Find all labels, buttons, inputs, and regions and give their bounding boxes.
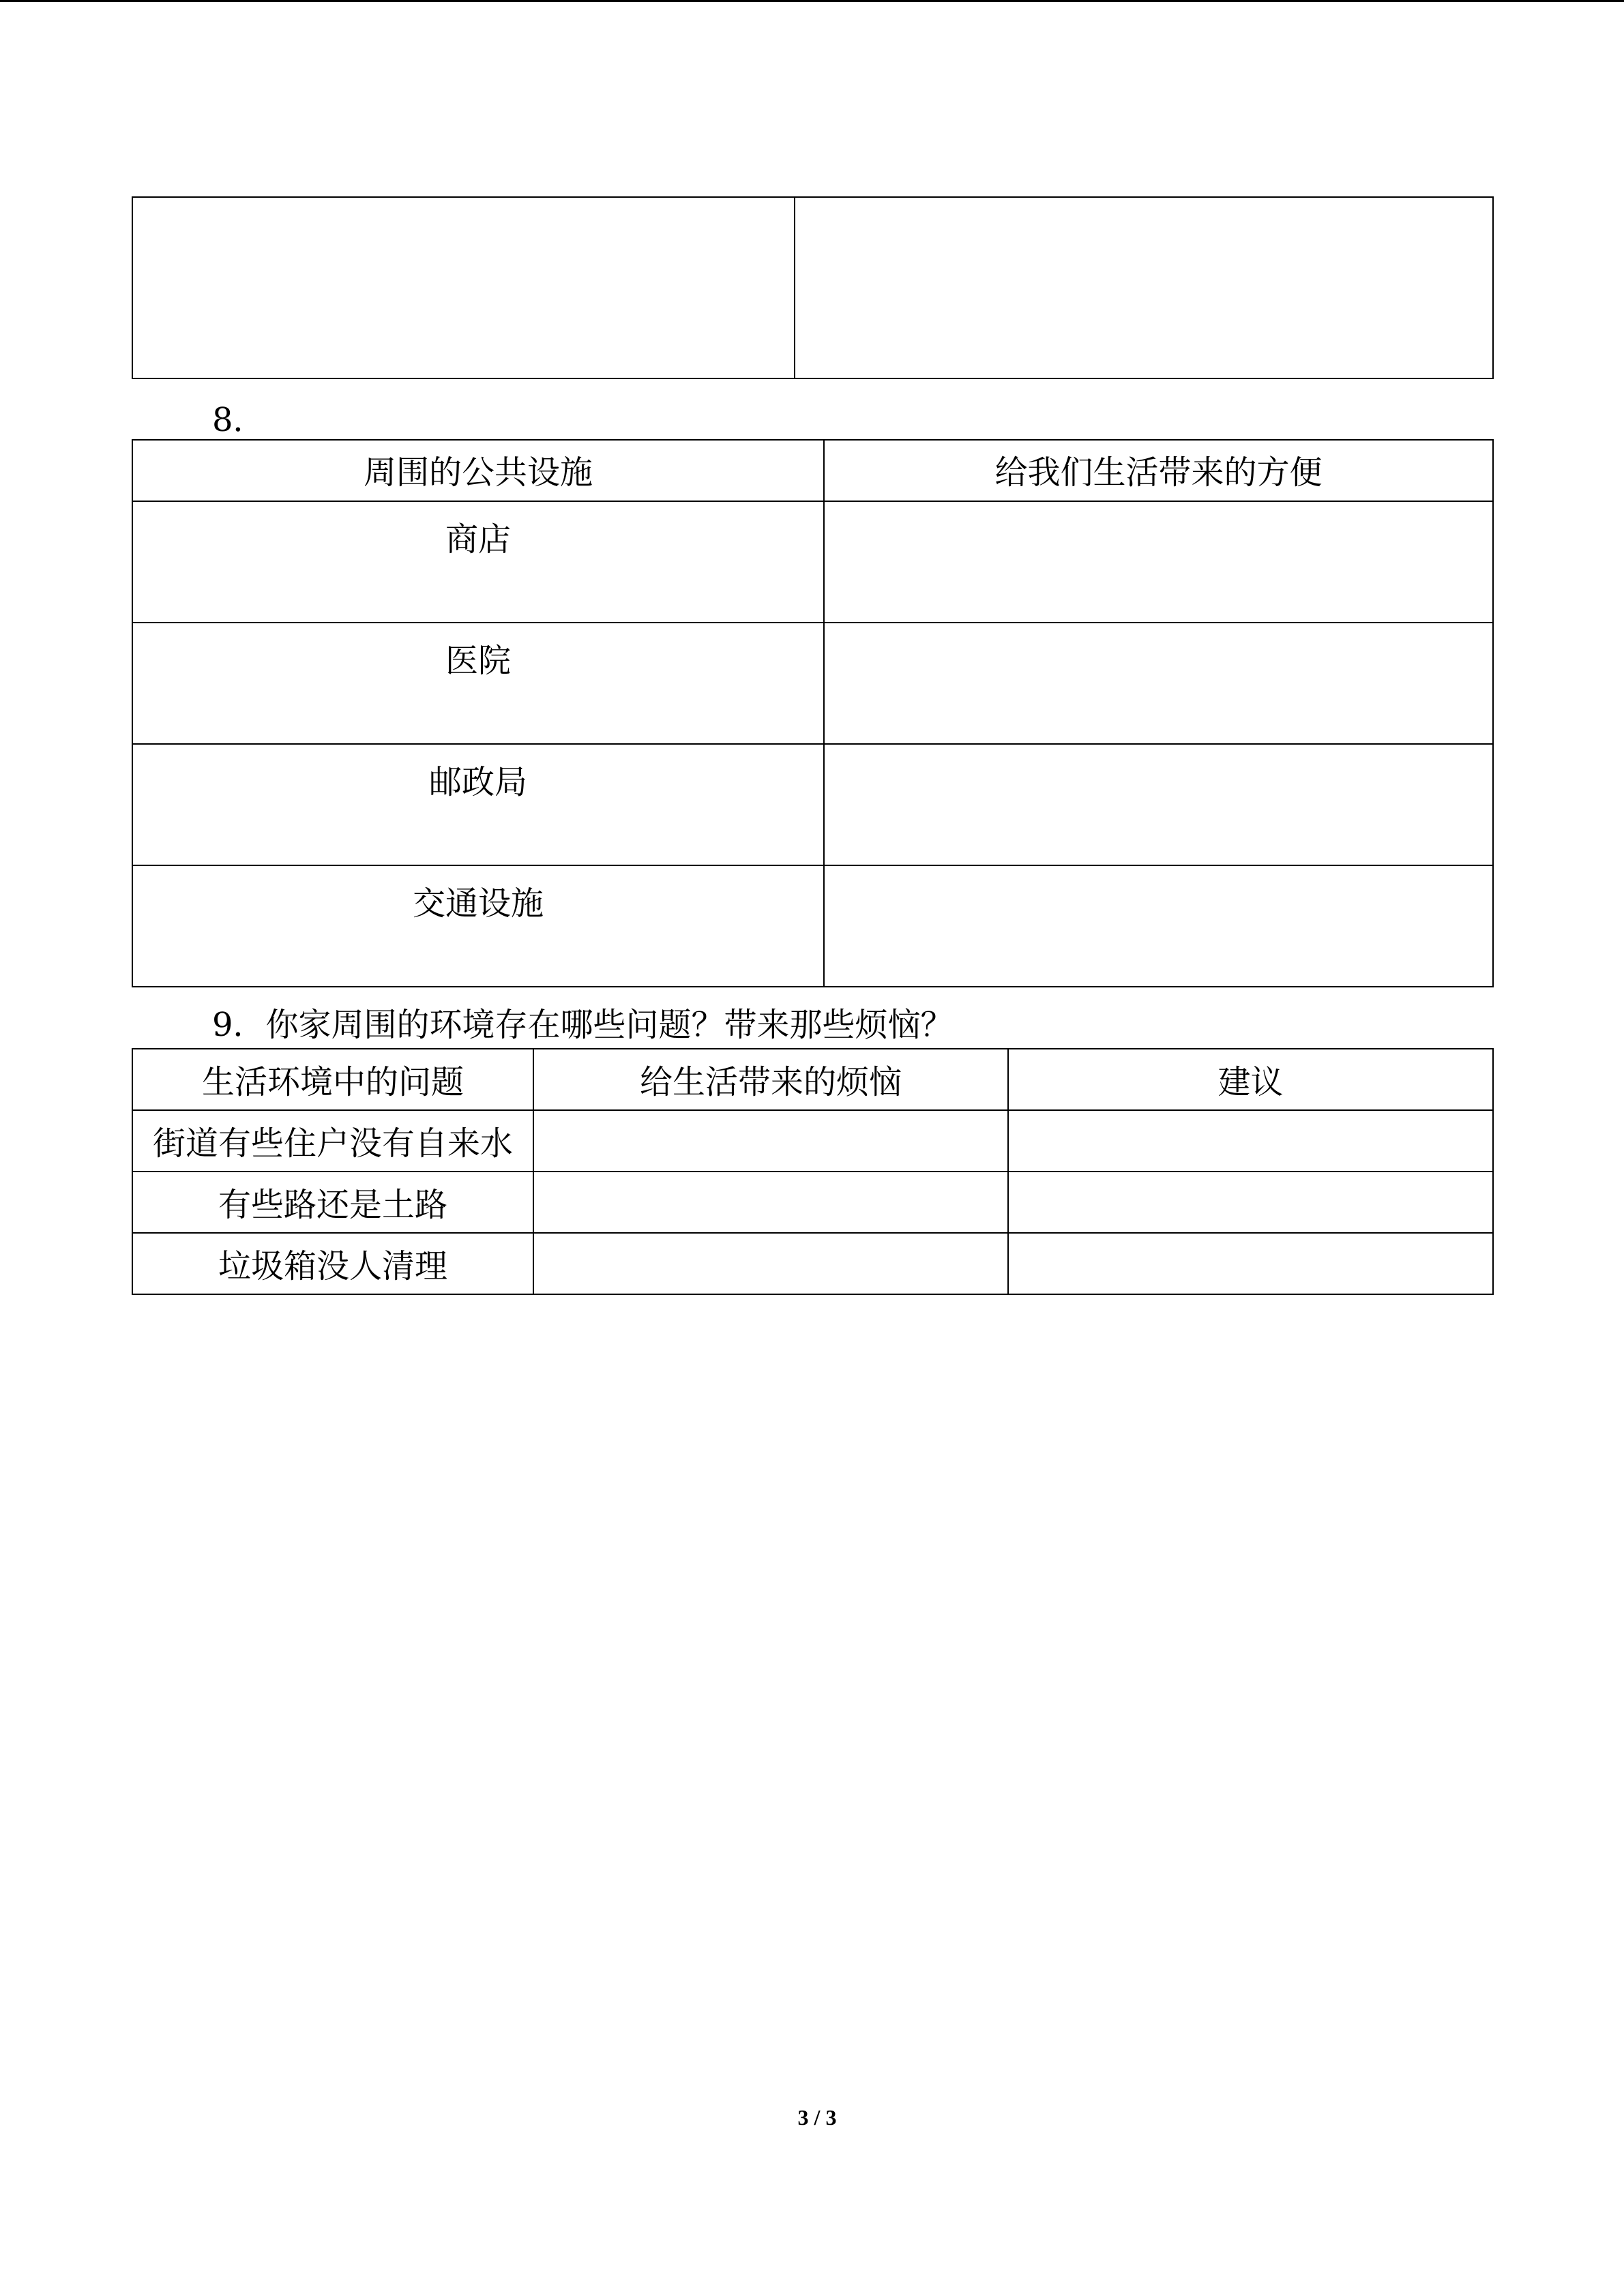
problem-cell: 街道有些住户没有自来水 [132, 1110, 533, 1172]
column-header-suggestions: 建议 [1008, 1049, 1493, 1110]
facility-name-cell: 交通设施 [132, 865, 824, 987]
blank-answer-cell [795, 197, 1493, 378]
facility-name-cell: 商店 [132, 501, 824, 623]
blank-answer-cell [132, 197, 795, 378]
table-row [132, 865, 1493, 987]
blank-answer-cell [533, 1110, 1008, 1172]
table-row [132, 1110, 1493, 1172]
blank-answer-cell [1008, 1233, 1493, 1294]
question-8-number: 8． [212, 401, 266, 439]
question-9-prompt: 9．你家周围的环境存在哪些问题？带来那些烦恼？ [212, 1006, 954, 1044]
table-row [132, 1233, 1493, 1294]
table-row [132, 501, 1493, 623]
table-row [132, 744, 1493, 865]
blank-answer-cell [533, 1172, 1008, 1233]
blank-answer-cell [824, 623, 1493, 744]
column-header-facilities: 周围的公共设施 [132, 440, 824, 501]
blank-answer-cell [533, 1233, 1008, 1294]
table-header-row [132, 440, 1493, 501]
blank-answer-cell [1008, 1172, 1493, 1233]
public-facilities-table [132, 439, 1494, 987]
facility-name-cell: 邮政局 [132, 744, 824, 865]
environment-problems-table [132, 1048, 1494, 1295]
blank-answer-cell [824, 744, 1493, 865]
column-header-convenience: 给我们生活带来的方便 [824, 440, 1493, 501]
page-top-rule [0, 0, 1624, 2]
blank-answer-cell [824, 865, 1493, 987]
problem-cell: 垃圾箱没人清理 [132, 1233, 533, 1294]
table-row [132, 1172, 1493, 1233]
answer-table-continued [132, 196, 1494, 379]
blank-answer-cell [1008, 1110, 1493, 1172]
table-header-row [132, 1049, 1493, 1110]
page-number: 3 / 3 [797, 2105, 837, 2130]
column-header-troubles: 给生活带来的烦恼 [533, 1049, 1008, 1110]
blank-answer-cell [824, 501, 1493, 623]
facility-name-cell: 医院 [132, 623, 824, 744]
table-row [132, 197, 1493, 378]
problem-cell: 有些路还是土路 [132, 1172, 533, 1233]
table-row [132, 623, 1493, 744]
column-header-problems: 生活环境中的问题 [132, 1049, 533, 1110]
